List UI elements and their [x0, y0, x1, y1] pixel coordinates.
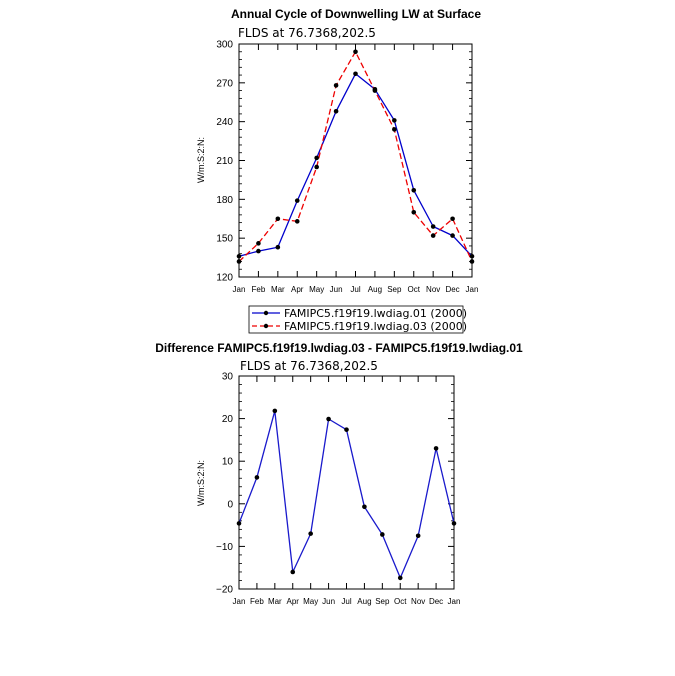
legend-marker-series-2 — [264, 324, 268, 328]
plot-frame — [239, 44, 472, 277]
x-tick-label: Jun — [322, 597, 336, 606]
x-tick-label: Jun — [329, 285, 343, 294]
x-tick-label: Aug — [357, 597, 372, 606]
x-tick-label: May — [309, 285, 325, 294]
chart-subtitle: FLDS at 76.7368,202.5 — [240, 359, 378, 373]
series-line-2 — [239, 52, 472, 262]
x-tick-label: Jul — [350, 285, 361, 294]
series-group — [237, 49, 475, 263]
data-point — [353, 49, 358, 54]
data-point — [256, 249, 261, 254]
data-point — [308, 531, 313, 536]
data-point — [237, 254, 242, 259]
x-tick-label: May — [303, 597, 319, 606]
x-tick-label: Feb — [251, 285, 266, 294]
x-tick-label: Jan — [232, 597, 246, 606]
y-tick-label: 120 — [216, 272, 233, 284]
x-tick-label: Oct — [394, 597, 407, 606]
y-tick-label: 180 — [216, 194, 233, 206]
y-tick-label: 150 — [216, 233, 233, 245]
x-tick-labels — [233, 597, 461, 606]
data-point — [470, 254, 475, 259]
y-tick-label: 270 — [216, 78, 233, 90]
x-tick-label: Mar — [270, 285, 285, 294]
x-tick-label: Apr — [286, 597, 299, 606]
x-tick-label: Sep — [387, 285, 402, 294]
y-tick-label: −20 — [216, 584, 233, 596]
data-point — [362, 504, 367, 509]
x-tick-label: Jan — [447, 597, 461, 606]
chart-title: Difference FAMIPC5.f19f19.lwdiag.03 - FAMIPC5.f19f19.lwdiag.01 — [155, 341, 523, 355]
y-axis-label: W/m:S:2:N: — [196, 459, 206, 507]
data-point — [411, 188, 416, 193]
data-point — [434, 446, 439, 451]
legend — [249, 306, 467, 333]
data-point — [326, 417, 331, 422]
y-tick-label: 210 — [216, 156, 233, 167]
difference-chart — [155, 341, 523, 606]
data-point — [431, 224, 436, 229]
x-tick-label: Jul — [341, 597, 352, 606]
data-point — [452, 521, 457, 526]
data-point — [411, 210, 416, 215]
data-point — [392, 127, 397, 132]
y-tick-label: 30 — [221, 371, 233, 383]
y-tick-label: 20 — [221, 414, 233, 426]
data-point — [295, 219, 300, 224]
x-tick-label: Nov — [426, 285, 441, 294]
plot-frame — [239, 376, 454, 589]
data-point — [334, 109, 339, 114]
data-point — [450, 216, 455, 221]
x-tick-label: Dec — [445, 285, 460, 294]
y-tick-label: 300 — [216, 39, 233, 51]
y-tick-labels — [216, 40, 233, 284]
x-tick-label: Oct — [407, 285, 420, 294]
y-tick-label: 240 — [216, 117, 233, 129]
data-point — [431, 233, 436, 238]
data-point — [255, 475, 260, 480]
data-point — [256, 241, 261, 246]
data-point — [353, 71, 358, 76]
axis-ticks — [239, 44, 472, 277]
x-tick-label: Mar — [267, 597, 282, 606]
annual-cycle-chart — [196, 7, 481, 294]
data-point — [314, 156, 319, 161]
data-point — [290, 570, 295, 575]
series-line-1 — [239, 74, 472, 256]
data-point — [344, 427, 349, 432]
y-tick-labels — [216, 372, 233, 596]
x-tick-label: Jan — [232, 285, 246, 294]
legend-label-series-2: FAMIPC5.f19f19.lwdiag.03 (2000) — [284, 320, 468, 333]
legend-label-series-1: FAMIPC5.f19f19.lwdiag.01 (2000) — [284, 307, 468, 320]
series-group — [237, 409, 457, 581]
chart-title: Annual Cycle of Downwelling LW at Surface — [230, 7, 482, 21]
legend-marker-series-1 — [264, 311, 268, 315]
x-tick-label: Jan — [465, 285, 479, 294]
data-point — [273, 409, 278, 414]
x-tick-label: Dec — [428, 597, 444, 606]
x-tick-label: Feb — [250, 597, 264, 606]
data-point — [276, 216, 281, 221]
data-point — [470, 259, 475, 264]
axis-ticks — [239, 376, 454, 589]
data-point — [334, 83, 339, 88]
data-point — [314, 165, 319, 170]
y-axis-label: W/m:S:2:N: — [196, 136, 206, 184]
y-tick-label: 10 — [221, 456, 233, 468]
data-point — [416, 533, 421, 538]
data-point — [450, 233, 455, 238]
data-point — [392, 118, 397, 123]
chart-subtitle: FLDS at 76.7368,202.5 — [238, 26, 376, 40]
data-point — [380, 532, 385, 537]
data-point — [295, 198, 300, 203]
data-point — [398, 576, 403, 581]
x-tick-labels — [233, 285, 479, 294]
x-tick-label: Aug — [367, 285, 383, 294]
x-tick-label: Sep — [375, 597, 390, 606]
data-point — [237, 521, 242, 526]
y-tick-label: 0 — [227, 499, 233, 511]
data-point — [276, 245, 281, 250]
y-tick-label: −10 — [216, 541, 233, 553]
x-tick-label: Apr — [291, 285, 304, 294]
series-line-1 — [239, 411, 454, 578]
x-tick-label: Nov — [411, 597, 426, 606]
data-point — [237, 259, 242, 264]
data-point — [373, 88, 378, 93]
